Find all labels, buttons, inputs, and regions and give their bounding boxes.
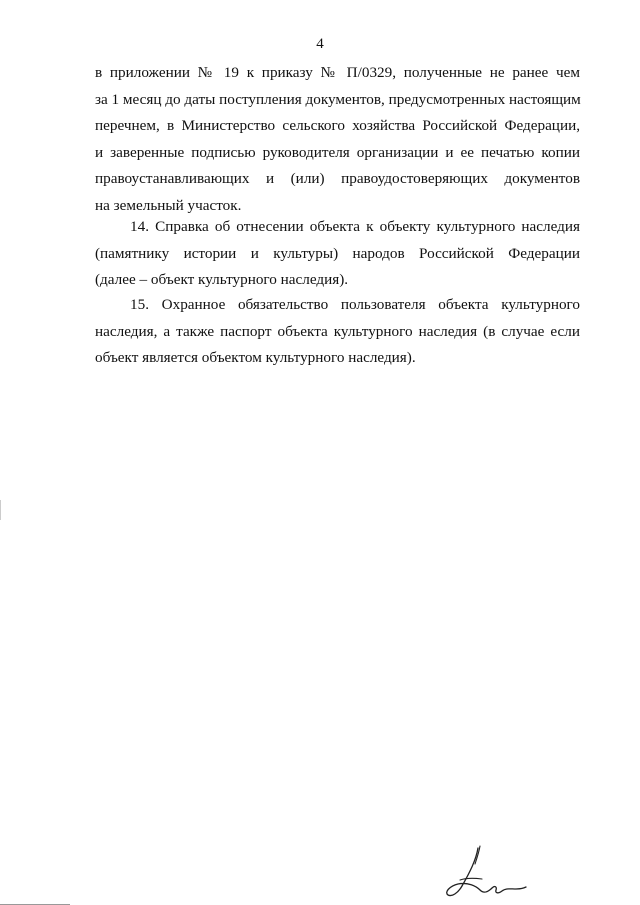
paragraph-line: правоустанавливающих и (или) правоудостоверяющих документов (95, 170, 580, 187)
paragraph-continuation (95, 60, 580, 219)
paragraph-line: перечнем, в Министерство сельского хозяйства Российской Федерации, (95, 117, 580, 134)
paragraph-item-14 (95, 214, 580, 294)
paragraph-line: в приложении № 19 к приказу № П/0329, полученные не ранее чем (95, 64, 580, 81)
scan-edge-mark (0, 500, 1, 520)
page-number: 4 (316, 36, 324, 52)
paragraph-line: (памятнику истории и культуры) народов Российской Федерации (95, 244, 580, 262)
signature-icon (440, 842, 530, 902)
paragraph-line: наследия, а также паспорт объекта культурного наследия (в случае если (95, 322, 580, 340)
paragraph-line: на земельный участок. (95, 196, 242, 214)
paragraph-line: 15. Охранное обязательство пользователя объекта культурного (130, 296, 580, 313)
paragraph-line: объект является объектом культурного наследия). (95, 349, 416, 366)
paragraph-line: 14. Справка об отнесении объекта к объекту культурного наследия (130, 218, 580, 235)
paragraph-item-15 (95, 292, 580, 372)
paragraph-line: (далее – объект культурного наследия). (95, 271, 349, 288)
paragraph-line: за 1 месяц до даты поступления документов, предусмотренных настоящим (95, 90, 581, 108)
paragraph-line: и заверенные подписью руководителя организации и ее печатью копии (95, 143, 580, 161)
